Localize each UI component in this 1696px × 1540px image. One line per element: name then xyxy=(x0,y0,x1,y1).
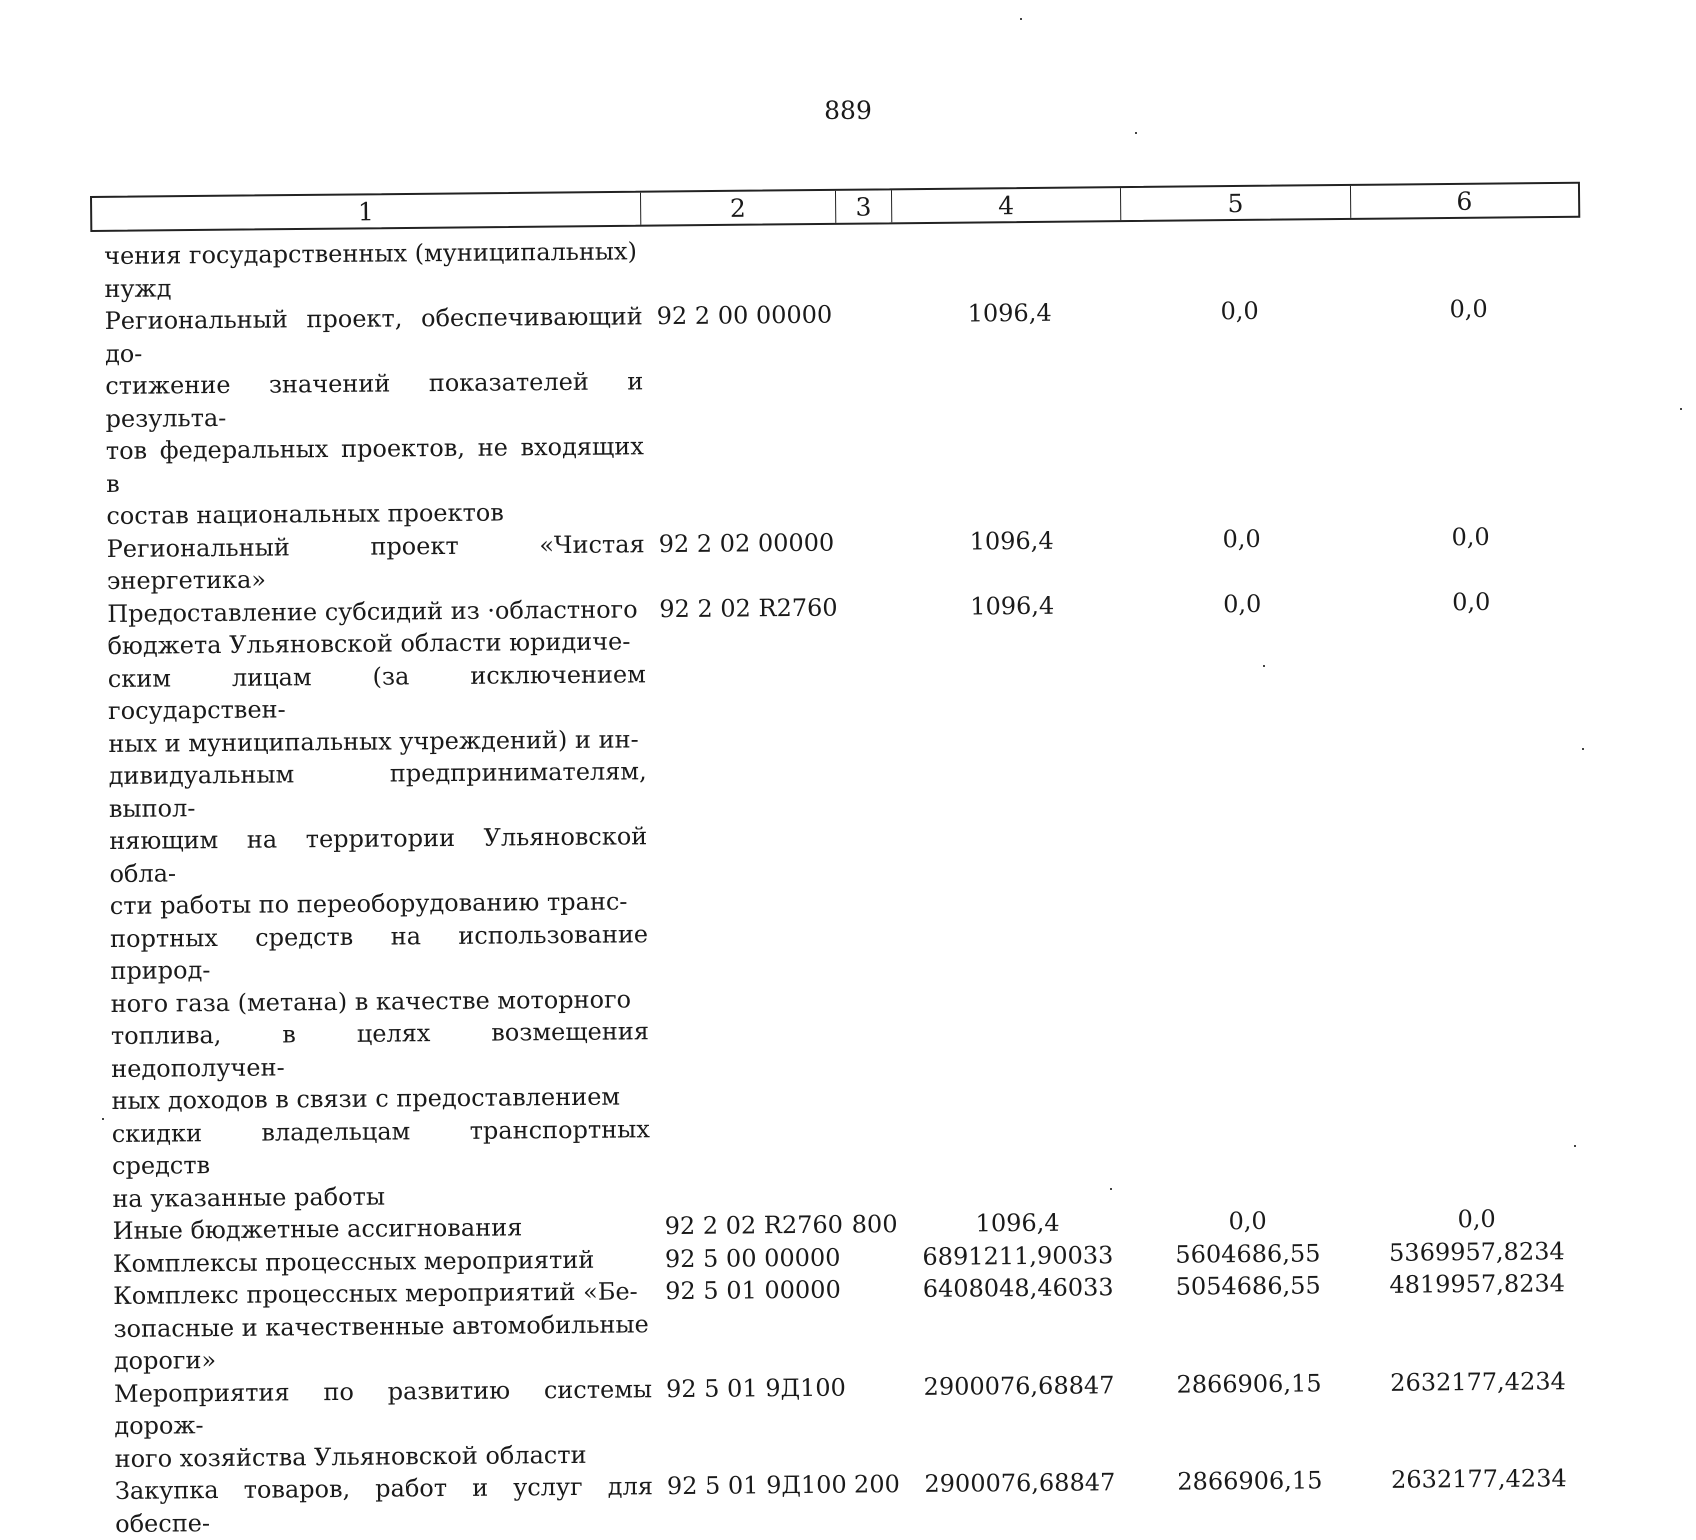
row-value-5 xyxy=(1124,229,1354,231)
row-type: 200 xyxy=(849,1468,905,1501)
scan-speck xyxy=(1020,18,1022,20)
column-header-1: 1 xyxy=(92,193,641,230)
row-name: Комплексы процессных мероприятий xyxy=(113,1243,651,1280)
scan-speck xyxy=(102,1118,104,1120)
row-code: 92 2 00 00000 xyxy=(643,299,839,333)
row-value-6: 5369957,8234 xyxy=(1363,1235,1591,1269)
row-name: Комплекс процессных мероприятий «Бе- зопасные и качественные автомобильные дороги» xyxy=(113,1275,652,1377)
row-name: Региональный проект, обеспечивающий до- стижение значений показателей и результа- тов федеральных проектов, не входящих в состав национальных проектов xyxy=(105,300,645,532)
row-code: 92 5 01 9Д100 xyxy=(653,1469,849,1503)
column-header-2: 2 xyxy=(641,191,837,225)
row-name: Закупка товаров, работ и услуг для обеспе- xyxy=(115,1470,654,1540)
scan-speck xyxy=(1110,1188,1112,1190)
row-name: чения государственных (муниципальных) нужд xyxy=(104,235,643,305)
row-value-6: 0,0 xyxy=(1355,292,1583,326)
row-value-6: 0,0 xyxy=(1357,585,1585,619)
row-code: 92 5 00 00000 xyxy=(651,1241,847,1275)
table-row xyxy=(113,1267,1604,1377)
row-code xyxy=(642,234,838,236)
row-code: 92 5 01 9Д100 xyxy=(652,1371,848,1405)
row-value-6: 0,0 xyxy=(1357,520,1585,554)
row-value-5: 0,0 xyxy=(1127,587,1357,622)
row-value-4: 1096,4 xyxy=(897,589,1127,624)
row-value-4: 1096,4 xyxy=(902,1206,1132,1241)
scan-speck xyxy=(1582,748,1584,750)
row-value-4: 1096,4 xyxy=(897,524,1127,559)
scan-speck xyxy=(1263,665,1265,667)
row-value-6: 2632177,4234 xyxy=(1364,1365,1592,1399)
scan-speck xyxy=(1574,1145,1576,1147)
scan-speck xyxy=(1680,408,1682,410)
table-row xyxy=(114,1364,1605,1474)
column-header-3: 3 xyxy=(836,190,892,223)
row-value-5: 0,0 xyxy=(1125,294,1355,329)
table-header xyxy=(90,182,1580,232)
row-name: Иные бюджетные ассигнования xyxy=(113,1210,651,1247)
scan-speck xyxy=(1135,132,1137,134)
row-value-6: 4819957,8234 xyxy=(1363,1267,1591,1301)
table-body xyxy=(104,227,1605,1540)
column-header-5: 5 xyxy=(1121,186,1351,220)
row-value-5: 0,0 xyxy=(1127,522,1357,557)
row-name: Региональный проект «Чистая энергетика» xyxy=(107,528,646,598)
row-name: Предоставление субсидий из ·областного бюджета Ульяновской области юридиче- ским лицам (за исключением государствен- ных и муниципальных учреждений) и ин- дивидуальным предпринимателям, выпол- няющим на территории Ульяновской обла- сти работы по переоборудованию транс- портных средств на использование природ- ного газа (метана) в качестве моторного топлива, в целях возмещения недополучен- ных доходов в связи с предоставлением скидки владельцам транспортных средств на указанные работы xyxy=(107,593,650,1215)
row-value-6: 0,0 xyxy=(1362,1202,1590,1236)
column-header-4: 4 xyxy=(892,188,1122,222)
row-value-4: 6408048,46033 xyxy=(903,1271,1133,1306)
row-code: 92 2 02 R2760 xyxy=(645,591,841,625)
row-value-5: 2866906,15 xyxy=(1134,1367,1364,1402)
row-value-4: 2900076,68847 xyxy=(904,1369,1134,1404)
row-type: 800 xyxy=(846,1208,902,1241)
row-code: 92 5 01 00000 xyxy=(651,1274,847,1308)
row-value-6 xyxy=(1354,227,1582,229)
row-name: Мероприятия по развитию системы дорож- ного хозяйства Ульяновской области xyxy=(114,1373,653,1475)
row-value-4: 2900076,68847 xyxy=(905,1466,1135,1501)
column-header-6: 6 xyxy=(1351,184,1579,218)
row-code: 92 2 02 R2760 xyxy=(650,1209,846,1243)
row-code: 92 2 02 00000 xyxy=(645,526,841,560)
table-row xyxy=(105,292,1597,532)
row-value-6: 2632177,4234 xyxy=(1365,1462,1593,1496)
row-value-5: 5604686,55 xyxy=(1133,1237,1363,1272)
table-row xyxy=(115,1462,1606,1540)
row-value-4: 1096,4 xyxy=(895,296,1125,331)
row-value-4 xyxy=(894,231,1124,233)
row-value-4: 6891211,90033 xyxy=(903,1239,1133,1274)
page-number: 889 xyxy=(0,96,1696,125)
row-value-5: 0,0 xyxy=(1132,1204,1362,1239)
row-value-5: 5054686,55 xyxy=(1133,1269,1363,1304)
row-value-5: 2866906,15 xyxy=(1135,1464,1365,1499)
table-row xyxy=(107,584,1602,1214)
